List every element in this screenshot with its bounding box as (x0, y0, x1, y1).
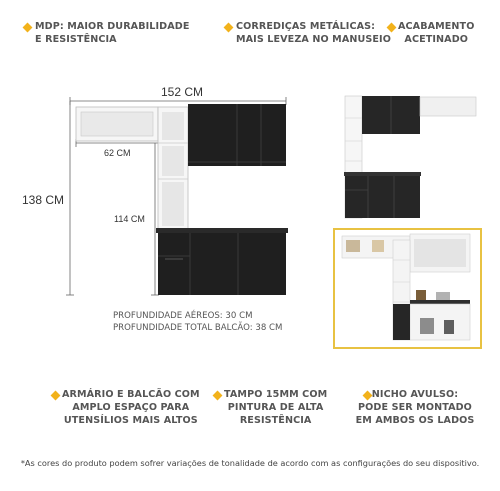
feature-armario: ARMÁRIO E BALCÃO COM AMPLO ESPAÇO PARA UTENSÍLIOS MAIS ALTOS (62, 389, 200, 426)
base-counter (156, 228, 288, 295)
color-disclaimer: *As cores do produto podem sofrer variações de tonalidade de acordo com as configurações do seu dispositivo. (20, 458, 480, 468)
product-preview (344, 96, 476, 218)
styled-scene (334, 229, 481, 348)
feature-nicho: NICHO AVULSO: PODE SER MONTADO EM AMBOS OS LADOS (355, 389, 475, 426)
niche-width-label: 62 CM (104, 148, 131, 158)
depth-aereos: PROFUNDIDADE AÉREOS: 30 CM (113, 311, 253, 321)
feature-tampo: TAMPO 15MM COM PINTURA DE ALTA RESISTÊNCIA (224, 389, 328, 426)
counter-height-label: 114 CM (114, 214, 145, 224)
feature-mdp: MDP: MAIOR DURABILIDADE E RESISTÊNCIA (35, 21, 190, 45)
feature-acabamento: ACABAMENTO ACETINADO (398, 21, 475, 45)
width-total-label: 152 CM (161, 85, 204, 99)
depth-balcao: PROFUNDIDADE TOTAL BALCÃO: 38 CM (113, 323, 283, 333)
upper-cabinets (188, 104, 286, 166)
feature-corredicas: CORREDIÇAS METÁLICAS: MAIS LEVEZA NO MANUSEIO (236, 21, 391, 45)
height-total-label: 138 CM (22, 193, 65, 207)
shelf-tower (158, 107, 188, 231)
open-niche (76, 107, 158, 141)
